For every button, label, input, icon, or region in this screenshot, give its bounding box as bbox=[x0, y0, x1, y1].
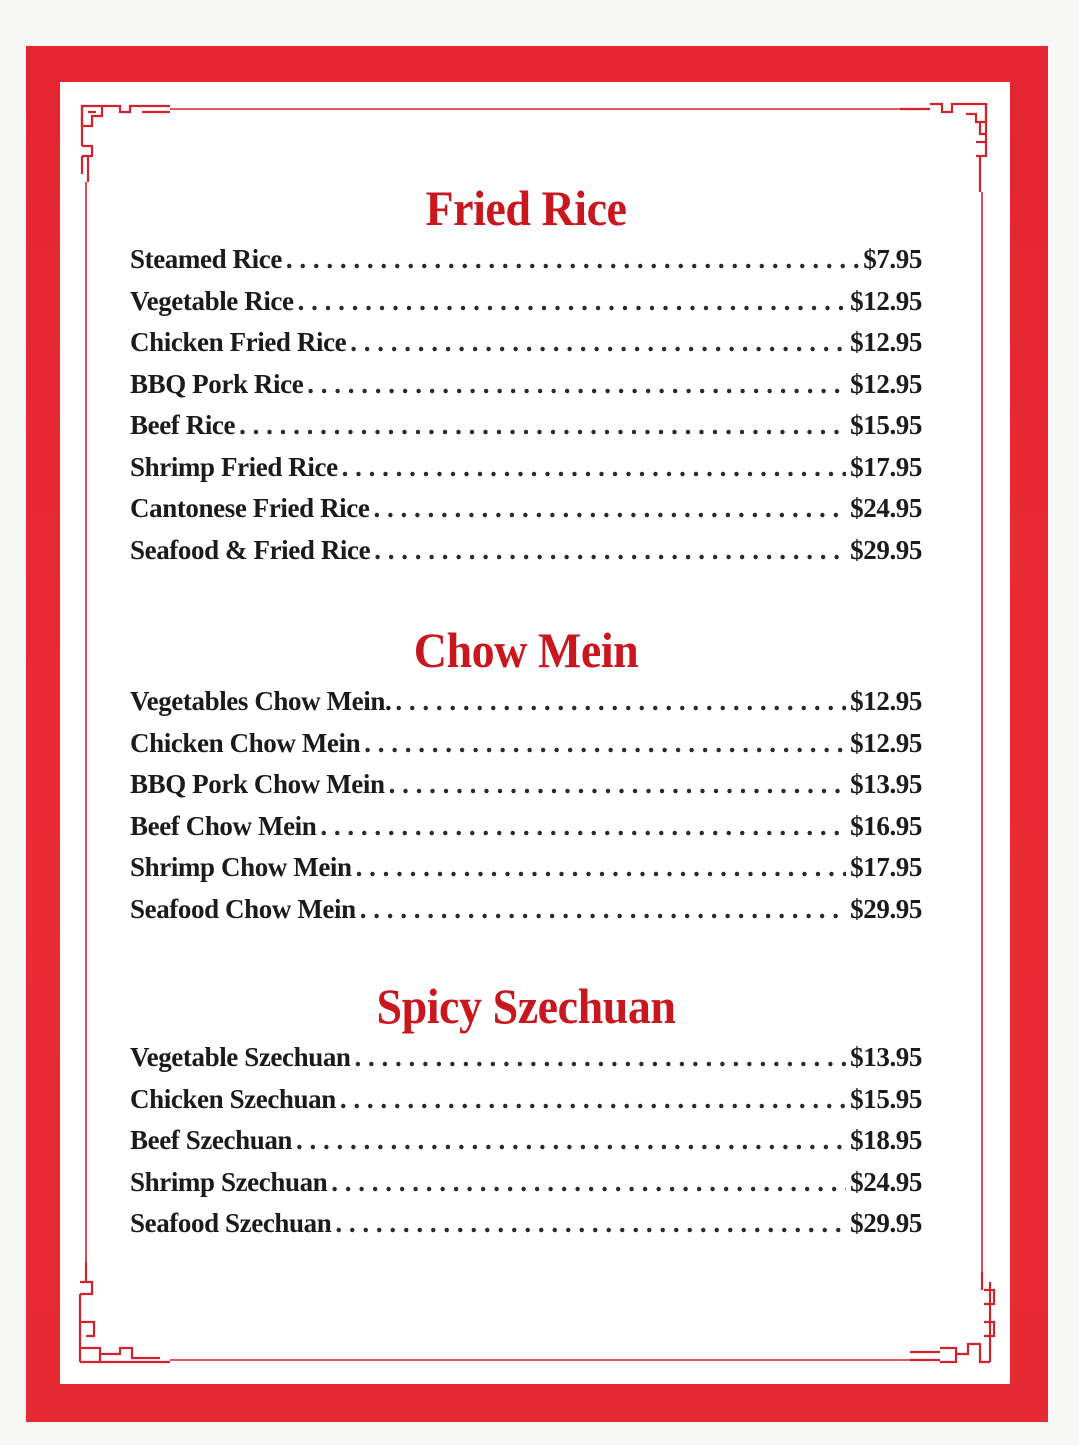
dot-leader bbox=[239, 410, 846, 441]
menu-item bbox=[130, 852, 922, 894]
dot-leader bbox=[296, 1125, 846, 1156]
item-name: Beef Chow Mein bbox=[130, 810, 317, 841]
item-price: $29.95 bbox=[850, 893, 922, 924]
menu-item bbox=[130, 1125, 922, 1167]
item-name: Chicken Szechuan bbox=[130, 1083, 336, 1114]
item-price: $24.95 bbox=[850, 493, 922, 523]
section-title: Chow Mein bbox=[413, 622, 639, 678]
dot-leader bbox=[395, 686, 846, 717]
dot-leader bbox=[364, 728, 846, 759]
item-name: Shrimp Fried Rice bbox=[130, 451, 338, 482]
item-price: $24.95 bbox=[850, 1166, 922, 1197]
item-price: $16.95 bbox=[850, 810, 922, 841]
dot-leader bbox=[389, 769, 847, 800]
dot-leader bbox=[360, 894, 846, 925]
item-price: $12.95 bbox=[850, 285, 922, 316]
item-name: Seafood Szechuan bbox=[130, 1208, 332, 1238]
item-name: BBQ Pork Rice bbox=[130, 368, 304, 399]
section-title: Fried Rice bbox=[425, 180, 627, 236]
menu-item bbox=[130, 369, 922, 411]
item-price: $17.95 bbox=[850, 451, 922, 482]
dot-leader bbox=[340, 1084, 846, 1115]
dot-leader bbox=[320, 811, 846, 842]
item-price: $15.95 bbox=[850, 410, 922, 440]
menu-item bbox=[130, 410, 922, 452]
item-name: Shrimp Chow Mein bbox=[130, 852, 352, 882]
menu-item bbox=[130, 452, 922, 494]
item-name: Cantonese Fried Rice bbox=[130, 493, 370, 523]
item-price: $29.95 bbox=[850, 1208, 922, 1238]
item-name: Vegetable Szechuan bbox=[130, 1042, 351, 1072]
menu-item bbox=[130, 686, 922, 728]
section-chow-mein bbox=[130, 620, 922, 935]
menu-item bbox=[130, 1042, 922, 1084]
corner-ornament-bottom-left bbox=[80, 1262, 170, 1362]
item-name: Vegetable Rice bbox=[130, 285, 294, 316]
menu-item bbox=[130, 1167, 922, 1209]
menu-item bbox=[130, 286, 922, 328]
dot-leader bbox=[307, 369, 846, 400]
section-spicy-szechuan bbox=[130, 976, 922, 1250]
menu-item bbox=[130, 769, 922, 811]
menu-item bbox=[130, 244, 922, 286]
item-name: Beef Szechuan bbox=[130, 1125, 293, 1155]
menu-item bbox=[130, 535, 922, 577]
section-fried-rice bbox=[130, 178, 922, 576]
item-name: Seafood Chow Mein bbox=[130, 893, 356, 924]
dot-leader bbox=[335, 1208, 846, 1239]
menu-item bbox=[130, 1208, 922, 1250]
item-name: Chicken Fried Rice bbox=[130, 327, 347, 357]
dot-leader bbox=[331, 1167, 846, 1198]
item-name: Chicken Chow Mein bbox=[130, 727, 361, 758]
menu-item bbox=[130, 1084, 922, 1126]
corner-ornament-bottom-right bbox=[910, 1272, 994, 1362]
item-price: $13.95 bbox=[850, 769, 922, 799]
item-list bbox=[130, 244, 922, 576]
menu-panel bbox=[60, 82, 1010, 1384]
item-price: $12.95 bbox=[850, 327, 922, 357]
item-price: $13.95 bbox=[850, 1042, 922, 1072]
item-price: $18.95 bbox=[850, 1125, 922, 1155]
item-name: Seafood & Fried Rice bbox=[130, 534, 371, 565]
item-name: Beef Rice bbox=[130, 410, 236, 440]
dot-leader bbox=[286, 244, 859, 275]
item-price: $17.95 bbox=[850, 852, 922, 882]
menu-sheet bbox=[26, 46, 1048, 1422]
item-list bbox=[130, 686, 922, 935]
item-list bbox=[130, 1042, 922, 1250]
corner-ornament-top-left bbox=[82, 106, 170, 182]
section-title: Spicy Szechuan bbox=[376, 978, 676, 1034]
menu-item bbox=[130, 811, 922, 853]
dot-leader bbox=[356, 852, 847, 883]
dot-leader bbox=[374, 535, 846, 566]
dot-leader bbox=[373, 493, 846, 524]
dot-leader bbox=[342, 452, 846, 483]
item-price: $12.95 bbox=[850, 368, 922, 399]
menu-item bbox=[130, 493, 922, 535]
item-price: $7.95 bbox=[863, 244, 922, 274]
menu-item bbox=[130, 894, 922, 936]
dot-leader bbox=[355, 1042, 847, 1073]
dot-leader bbox=[350, 327, 846, 358]
item-price: $12.95 bbox=[850, 686, 922, 716]
item-price: $15.95 bbox=[850, 1083, 922, 1114]
item-name: Vegetables Chow Mein. bbox=[130, 686, 392, 716]
item-name: Steamed Rice bbox=[130, 244, 282, 274]
dot-leader bbox=[298, 286, 847, 317]
item-price: $29.95 bbox=[850, 534, 922, 565]
menu-item bbox=[130, 327, 922, 369]
item-price: $12.95 bbox=[850, 727, 922, 758]
menu-item bbox=[130, 728, 922, 770]
item-name: BBQ Pork Chow Mein bbox=[130, 769, 385, 799]
item-name: Shrimp Szechuan bbox=[130, 1166, 328, 1197]
